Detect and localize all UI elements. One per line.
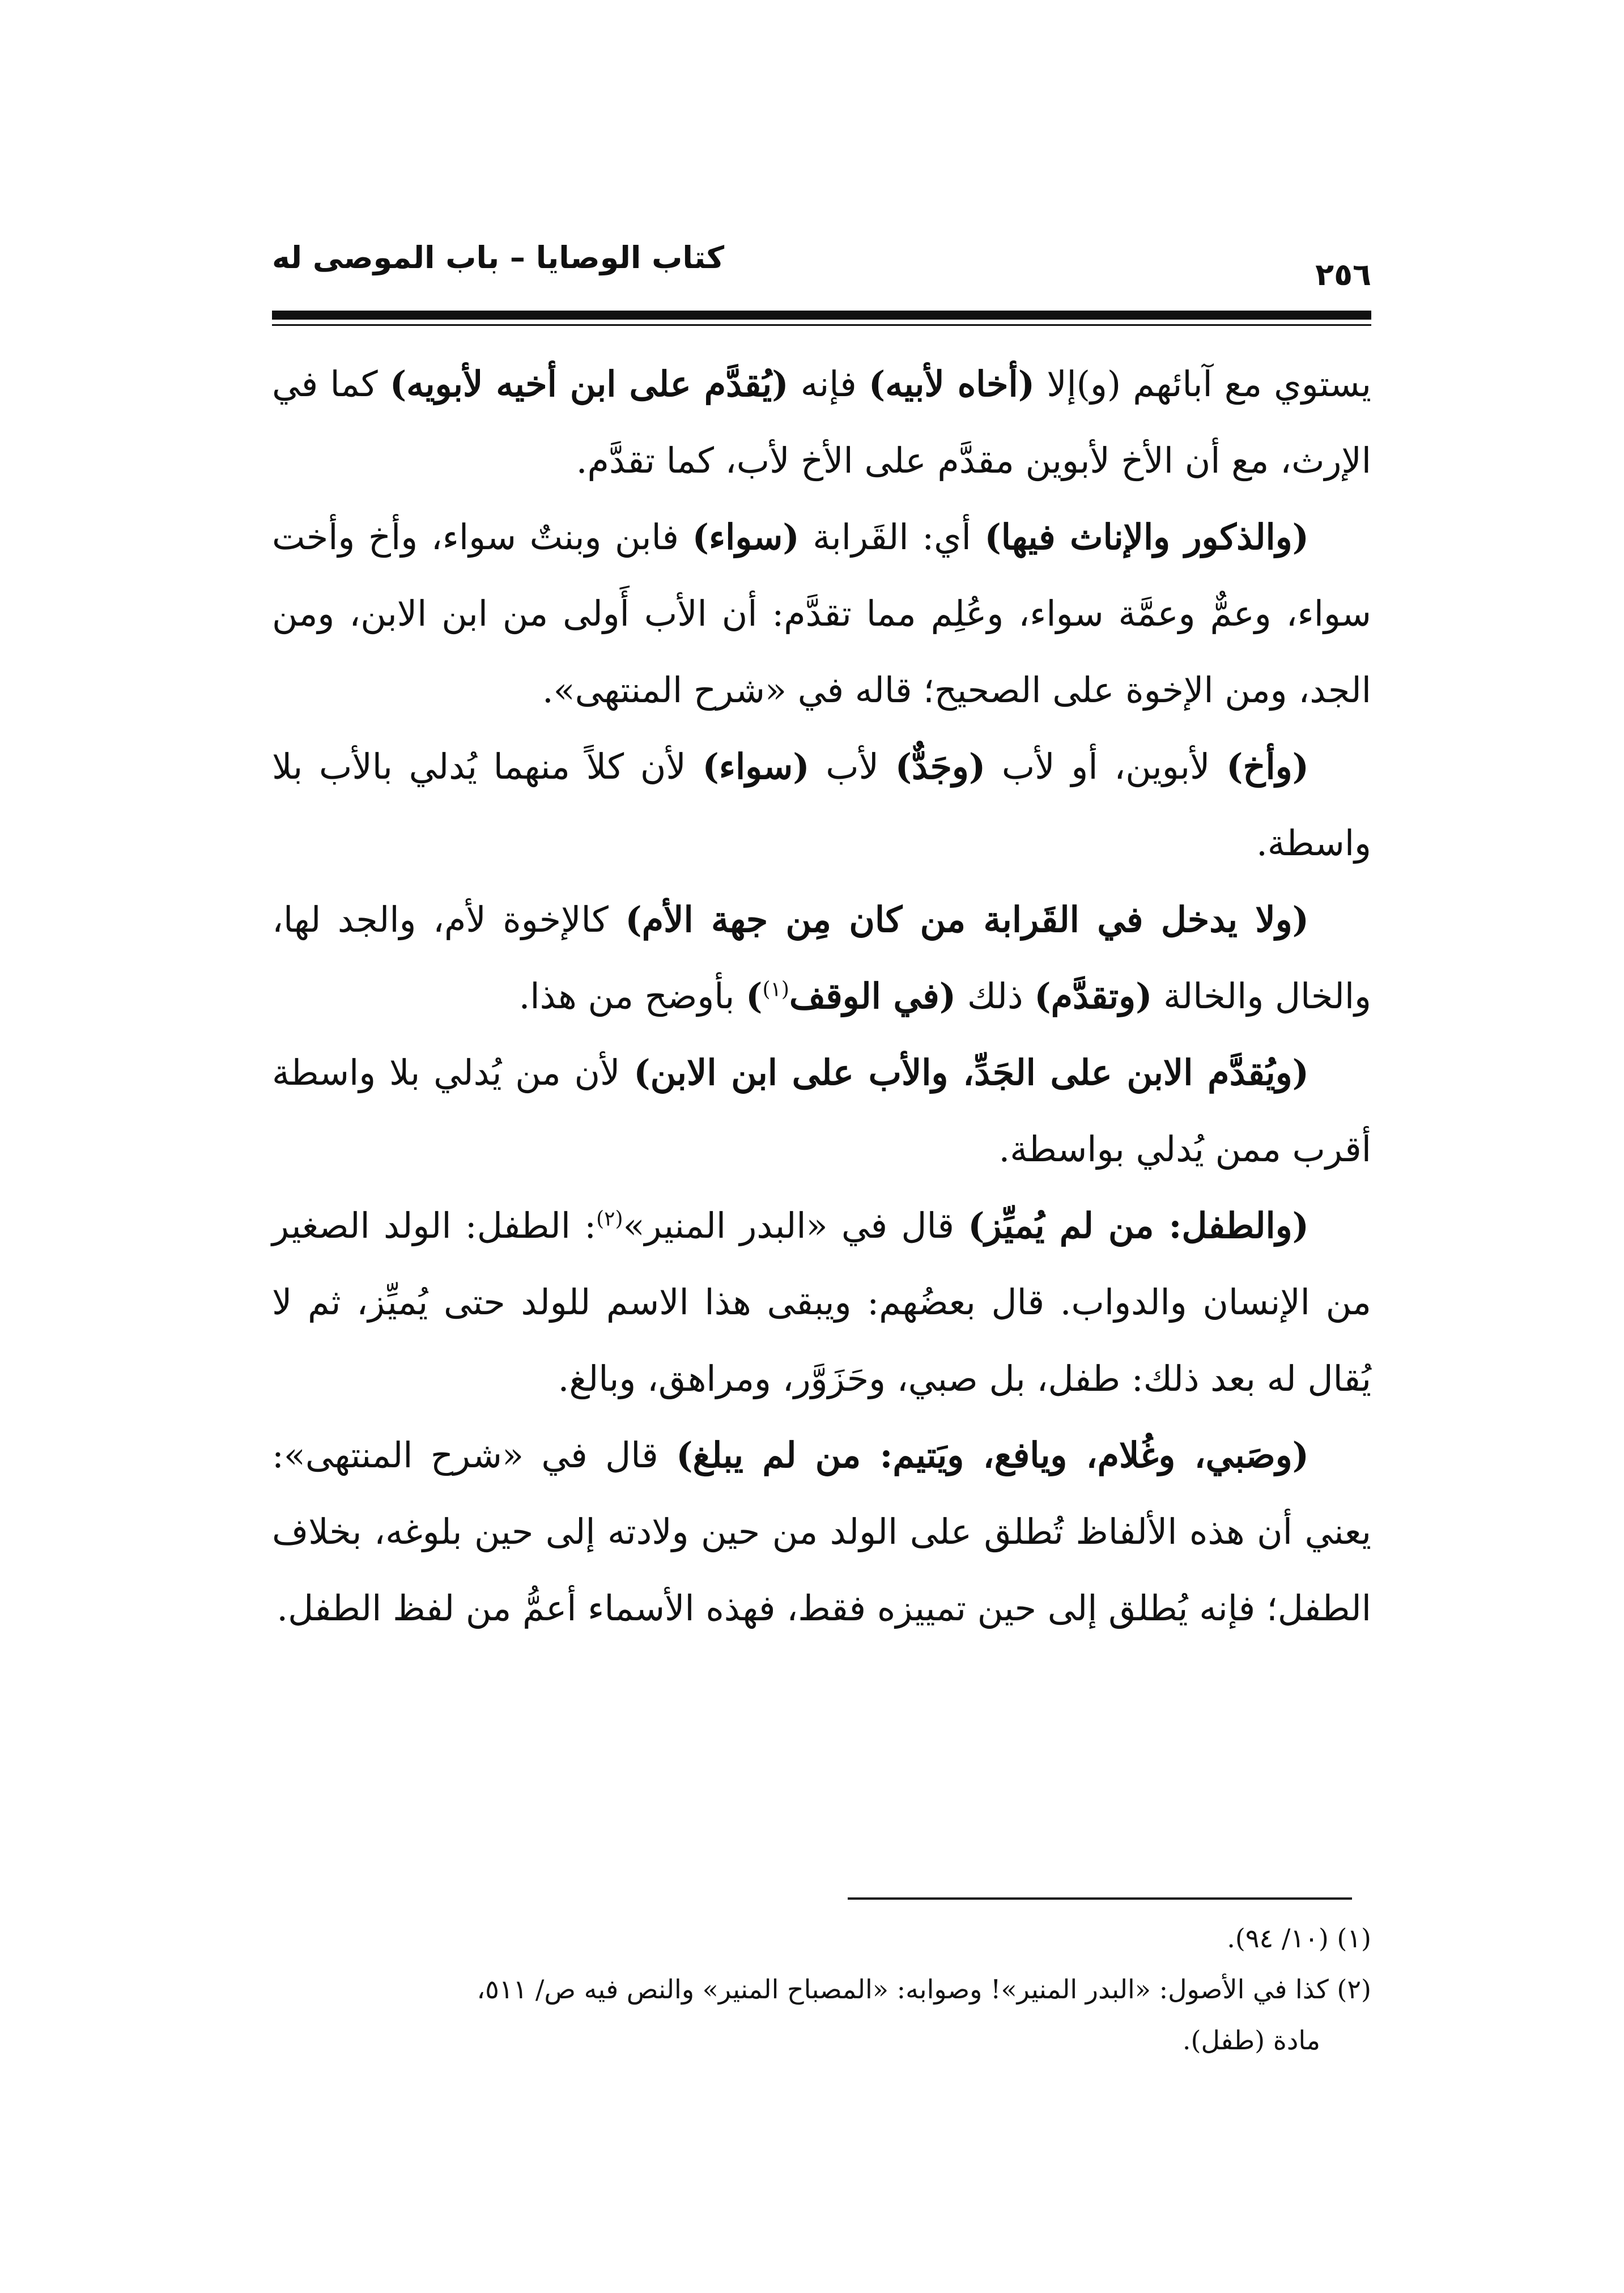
paragraph-7 [272,1417,1371,1646]
bold-phrase: (وجَدٌّ) [895,746,986,787]
bold-phrase: (ويُقدَّم الابن على الجَدِّ، والأب على ابن الابن) [634,1052,1310,1093]
bold-phrase: (يُقدَّم على ابن أخيه لأبويه) [389,363,789,405]
bold-phrase: (والذكور والإناث فيها) [984,516,1310,558]
paragraph-3 [272,728,1371,881]
text-run: ذلك [956,975,1035,1017]
paragraph-1 [272,346,1371,499]
bold-phrase: (وتقدَّم) [1034,975,1153,1017]
footnotes [272,1913,1371,2066]
paragraph-5 [272,1034,1371,1187]
text-run: : الطفل: الولد الصغير من الإنسان والدواب. قال بعضُهم: ويبقى هذا الاسم للولد حتى يُميِّز، ثم لا يُقال له بعد ذلك: طفل، بل صبي، وحَزَوَّر، ومراهق، وبالغ. [272,1205,1371,1399]
bold-phrase: (والطفل: من لم يُميِّز) [968,1205,1309,1246]
footnote-rule [848,1897,1352,1900]
text-run: كما في الإرث، مع أن الأخ لأبوين مقدَّم على الأخ لأب، كما تقدَّم. [272,363,1371,481]
bold-phrase: (وأخ) [1226,746,1309,787]
footnote-2-continued: مادة (طفل). [1182,2025,1320,2056]
running-header [272,227,1371,312]
header-title: كتاب الوصايا – باب الموصى له [272,240,725,275]
text-run: بأوضح من هذا. [518,975,746,1017]
text-run: كالإخوة لأم، والجد لها، والخال والخالة [272,899,1371,1017]
footnote-ref-2[interactable]: (٢) [596,1207,623,1231]
text-run: قال في «البدر المنير» [623,1205,968,1246]
paragraph-2 [272,499,1371,728]
header-rule-thin [272,324,1371,326]
text-run: لأبوين، أو لأب [985,746,1227,787]
footnote-ref-1[interactable]: (١) [762,978,789,1001]
text-run: لأن كلاً منهما يُدلي بالأب بلا واسطة. [272,746,1371,864]
text-run: أي: القَرابة [799,516,985,558]
text-run: فابن وبنتٌ سواء، وأخ وأخت سواء، وعمٌّ وعمَّة سواء، وعُلِم مما تقدَّم: أن الأب أَولى من ابن الابن، ومن الجد، ومن الإخوة على الصحيح؛ قاله في «شرح المنتهى». [272,516,1371,711]
bold-phrase: (سواء) [692,516,800,558]
bold-phrase: (وصَبي، وغُلام، ويافع، ويَتيم: من لم يبلغ) [676,1434,1309,1476]
text-run: يستوي مع آبائهم (و)إلا [1035,363,1371,405]
bold-phrase: (سواء) [702,746,810,787]
text-run: فإنه [788,363,869,405]
text-run: لأب [809,746,895,787]
bold-phrase: (أخاه لأبيه) [868,363,1035,405]
text-run: لأن من يُدلي بلا واسطة أقرب ممن يُدلي بواسطة. [272,1052,1371,1170]
header-rule [272,311,1371,320]
main-text [272,346,1371,1646]
bold-phrase: ) [746,975,763,1017]
bold-phrase: (ولا يدخل في القَرابة من كان مِن جهة الأم) [625,899,1310,940]
text-run: قال في «شرح المنتهى»: يعني أن هذه الألفاظ تُطلق على الولد من حين ولادته إلى حين بلوغه، بخلاف الطفل؛ فإنه يُطلق إلى حين تمييزه فقط، فهذه الأسماء أعمُّ من لفظ الطفل. [272,1434,1371,1629]
paragraph-4 [272,881,1371,1034]
bold-phrase: (في الوقف [789,975,956,1017]
footnote-1: (١) (١٠/ ٩٤). [1227,1923,1371,1954]
footnote-2: (٢) كذا في الأصول: «البدر المنير»! وصوابه: «المصباح المنير» والنص فيه ص/ ٥١١، [477,1974,1371,2005]
page-number: ٢٥٦ [1315,257,1371,292]
paragraph-6 [272,1187,1371,1417]
